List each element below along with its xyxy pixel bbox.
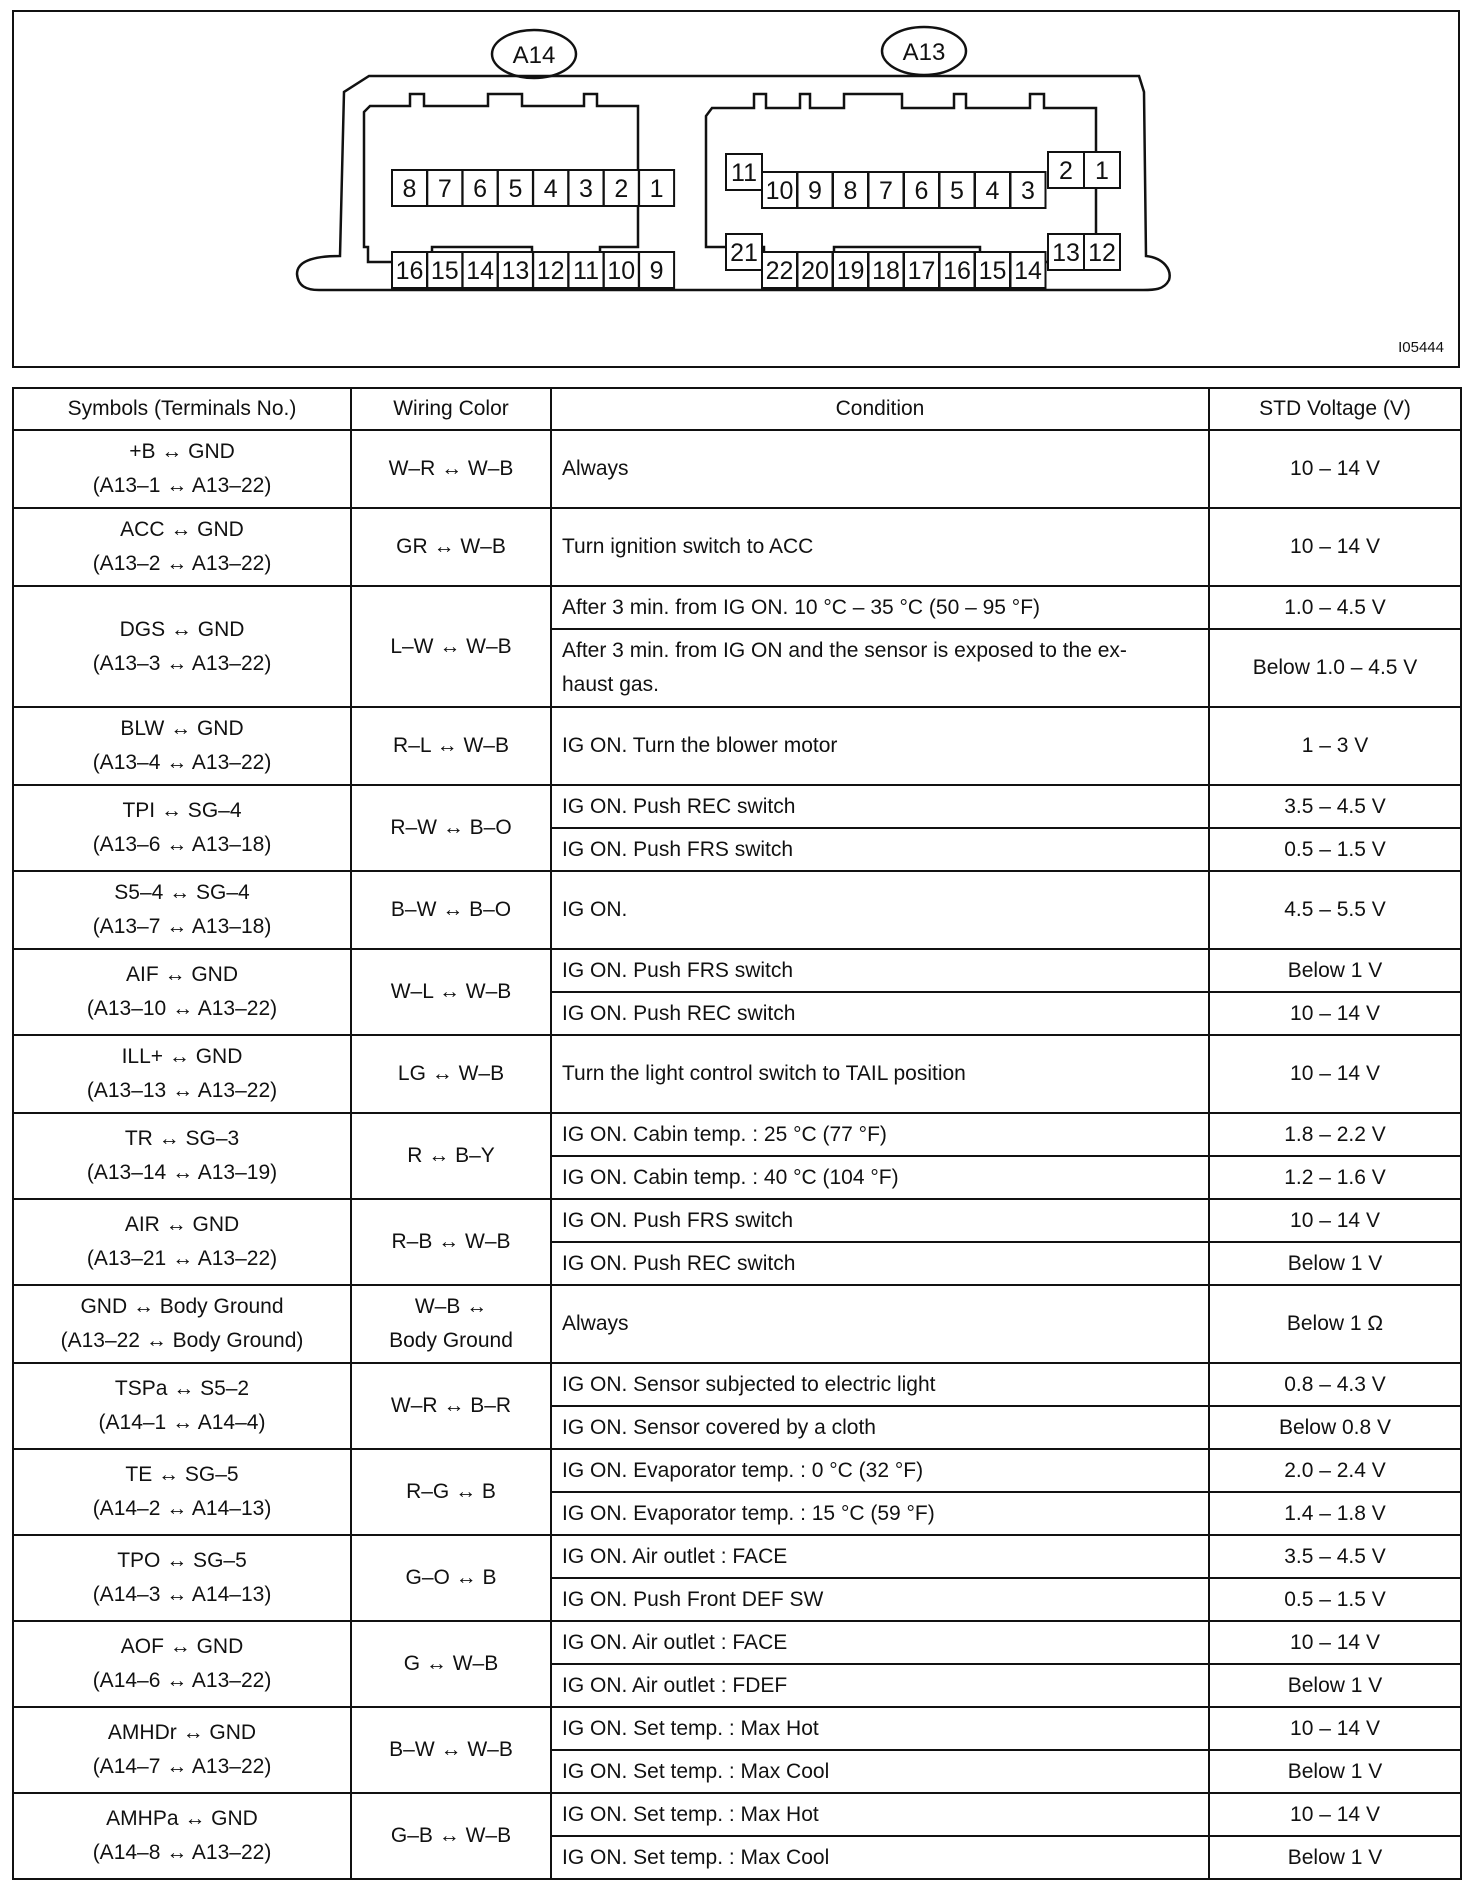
svg-text:12: 12 xyxy=(536,257,565,285)
terminals-text: (A14–6 ↔ A13–22) xyxy=(92,1669,272,1692)
a13-pin xyxy=(726,234,762,270)
symbol-text: BLW ↔ GND xyxy=(120,717,244,740)
svg-text:14: 14 xyxy=(466,257,495,285)
voltage-cell: Below 1.0 – 4.5 V xyxy=(1209,629,1461,707)
symbol-cell xyxy=(13,1113,351,1199)
wiring-color-cell xyxy=(351,1363,551,1449)
svg-text:10: 10 xyxy=(765,177,794,205)
svg-text:10: 10 xyxy=(607,257,636,285)
a14-pin xyxy=(498,170,533,206)
symbol-text: TSPa ↔ S5–2 xyxy=(114,1377,250,1400)
a14-pin xyxy=(639,252,674,288)
symbol-text: TR ↔ SG–3 xyxy=(124,1127,240,1150)
a13-pin xyxy=(904,252,939,288)
wiring-color-text: R ↔ B–Y xyxy=(407,1144,495,1167)
terminals-text: (A14–8 ↔ A13–22) xyxy=(92,1841,272,1864)
symbol-text: ACC ↔ GND xyxy=(120,518,244,541)
svg-text:3: 3 xyxy=(1021,177,1035,205)
condition-text: IG ON. Push Front DEF SW xyxy=(562,1587,824,1611)
wiring-color-text: W–L ↔ W–B xyxy=(390,980,512,1003)
voltage-cell: 10 – 14 V xyxy=(1209,1035,1461,1113)
condition-cell xyxy=(551,871,1209,949)
a13-pin xyxy=(833,252,868,288)
wiring-color-cell xyxy=(351,707,551,785)
table-row xyxy=(13,1035,1461,1113)
a14-pin xyxy=(569,252,604,288)
condition-cell xyxy=(551,1449,1209,1492)
symbol-text: AMHDr ↔ GND xyxy=(107,1721,257,1744)
header-wiring-color: Wiring Color xyxy=(351,388,551,430)
a14-pin xyxy=(392,252,427,288)
table-row xyxy=(13,1199,1461,1242)
symbol-text: ILL+ ↔ GND xyxy=(121,1045,243,1068)
table-row xyxy=(13,430,1461,508)
wiring-color-cell xyxy=(351,508,551,586)
terminals-text: (A13–22 ↔ Body Ground) xyxy=(60,1329,304,1352)
condition-cell xyxy=(551,1406,1209,1449)
condition-text: Turn the light control switch to TAIL position xyxy=(562,1062,966,1085)
symbol-cell xyxy=(13,1707,351,1793)
a14-pin xyxy=(463,170,498,206)
condition-cell xyxy=(551,586,1209,629)
voltage-cell: Below 1 V xyxy=(1209,949,1461,992)
terminal-spec-table xyxy=(12,387,1462,1880)
condition-text: After 3 min. from IG ON. 10 °C – 35 °C (50 – 95 °F) xyxy=(562,595,1041,619)
wiring-color-cell xyxy=(351,430,551,508)
voltage-cell: 10 – 14 V xyxy=(1209,430,1461,508)
a14-pin xyxy=(604,170,639,206)
wiring-color-text: R–W ↔ B–O xyxy=(390,816,512,839)
a13-pin xyxy=(833,172,868,208)
symbol-cell xyxy=(13,1621,351,1707)
voltage-cell: 10 – 14 V xyxy=(1209,992,1461,1035)
table-row xyxy=(13,1535,1461,1578)
a13-pin xyxy=(1048,152,1084,188)
condition-text: IG ON. Air outlet : FACE xyxy=(562,1544,788,1568)
header-symbols: Symbols (Terminals No.) xyxy=(13,388,351,430)
condition-cell xyxy=(551,1199,1209,1242)
terminals-text: (A14–3 ↔ A14–13) xyxy=(92,1583,272,1606)
terminals-text: (A13–6 ↔ A13–18) xyxy=(92,833,272,856)
condition-cell xyxy=(551,1707,1209,1750)
symbol-cell xyxy=(13,871,351,949)
symbol-text: TPI ↔ SG–4 xyxy=(122,799,242,822)
condition-cell xyxy=(551,508,1209,586)
a13-pin xyxy=(798,172,833,208)
a13-pin xyxy=(1011,252,1046,288)
header-condition: Condition xyxy=(551,388,1209,430)
voltage-cell: 10 – 14 V xyxy=(1209,1793,1461,1836)
voltage-cell: Below 1 V xyxy=(1209,1750,1461,1793)
terminals-text: (A13–2 ↔ A13–22) xyxy=(92,552,272,575)
symbol-cell xyxy=(13,949,351,1035)
condition-text: Always xyxy=(562,1312,629,1335)
condition-cell xyxy=(551,1285,1209,1363)
connector-drawing xyxy=(14,12,1458,366)
wiring-color-text: G–B ↔ W–B xyxy=(390,1824,512,1847)
condition-text: IG ON. Sensor subjected to electric light xyxy=(562,1372,936,1396)
a14-pin xyxy=(569,170,604,206)
symbol-text: AOF ↔ GND xyxy=(120,1635,244,1658)
condition-text: IG ON. Set temp. : Max Cool xyxy=(562,1845,830,1869)
wiring-color-cell xyxy=(351,586,551,707)
voltage-cell: 1.2 – 1.6 V xyxy=(1209,1156,1461,1199)
svg-text:17: 17 xyxy=(907,257,936,285)
symbol-text: TE ↔ SG–5 xyxy=(125,1463,239,1486)
wiring-color-text: G ↔ W–B xyxy=(403,1652,499,1675)
condition-text: IG ON. Push REC switch xyxy=(562,794,796,818)
svg-text:7: 7 xyxy=(879,177,893,205)
a14-pin xyxy=(498,252,533,288)
condition-text-line2: haust gas. xyxy=(562,673,659,696)
a13-pin xyxy=(1011,172,1046,208)
symbol-cell xyxy=(13,1449,351,1535)
condition-text: IG ON. xyxy=(562,898,628,921)
wiring-color-cell xyxy=(351,1285,551,1363)
svg-text:11: 11 xyxy=(573,257,599,285)
voltage-cell: 1 – 3 V xyxy=(1209,707,1461,785)
svg-text:18: 18 xyxy=(872,257,900,285)
symbol-cell xyxy=(13,1285,351,1363)
wiring-color-text: R–L ↔ W–B xyxy=(393,734,509,757)
svg-text:14: 14 xyxy=(1014,257,1042,285)
voltage-cell: 2.0 – 2.4 V xyxy=(1209,1449,1461,1492)
condition-cell xyxy=(551,1750,1209,1793)
condition-cell xyxy=(551,1035,1209,1113)
symbol-text: DGS ↔ GND xyxy=(119,617,245,641)
voltage-cell: Below 0.8 V xyxy=(1209,1406,1461,1449)
svg-text:6: 6 xyxy=(473,175,488,203)
svg-text:16: 16 xyxy=(395,257,424,285)
wiring-color-text: R–G ↔ B xyxy=(406,1480,496,1503)
a14-pin xyxy=(427,170,462,206)
condition-text: After 3 min. from IG ON and the sensor is exposed to the ex- xyxy=(562,639,1127,662)
voltage-cell: Below 1 V xyxy=(1209,1836,1461,1879)
symbol-cell xyxy=(13,1363,351,1449)
svg-text:4: 4 xyxy=(543,175,558,203)
svg-text:1: 1 xyxy=(649,175,664,203)
symbol-cell xyxy=(13,430,351,508)
symbol-text: AIR ↔ GND xyxy=(124,1213,240,1236)
wiring-color-text: W–R ↔ B–R xyxy=(390,1394,512,1417)
svg-text:5: 5 xyxy=(950,177,964,205)
voltage-cell: 0.8 – 4.3 V xyxy=(1209,1363,1461,1406)
condition-text: IG ON. Cabin temp. : 25 °C (77 °F) xyxy=(562,1122,887,1146)
condition-text: IG ON. Air outlet : FACE xyxy=(562,1630,788,1654)
wiring-color-text: R–B ↔ W–B xyxy=(391,1230,511,1253)
svg-text:19: 19 xyxy=(836,257,865,285)
symbol-cell xyxy=(13,508,351,586)
condition-text: IG ON. Set temp. : Max Hot xyxy=(562,1802,819,1826)
svg-text:2: 2 xyxy=(1059,157,1073,185)
table-row xyxy=(13,1449,1461,1492)
table-row xyxy=(13,508,1461,586)
header-std-voltage: STD Voltage (V) xyxy=(1209,388,1461,430)
wiring-color-cell xyxy=(351,1707,551,1793)
svg-text:20: 20 xyxy=(801,257,829,285)
wiring-color-cell xyxy=(351,785,551,871)
table-row xyxy=(13,707,1461,785)
terminals-text: (A13–14 ↔ A13–19) xyxy=(86,1161,278,1184)
a14-pin xyxy=(392,170,427,206)
a13-pin xyxy=(904,172,939,208)
condition-text: IG ON. Air outlet : FDEF xyxy=(562,1673,788,1697)
condition-text: IG ON. Push FRS switch xyxy=(562,958,794,982)
svg-text:4: 4 xyxy=(985,177,1000,205)
a14-pin xyxy=(639,170,674,206)
voltage-cell: 0.5 – 1.5 V xyxy=(1209,1578,1461,1621)
condition-text: IG ON. Sensor covered by a cloth xyxy=(562,1415,876,1439)
svg-text:15: 15 xyxy=(978,257,1007,285)
svg-text:15: 15 xyxy=(430,257,459,285)
condition-text: IG ON. Cabin temp. : 40 °C (104 °F) xyxy=(562,1165,899,1189)
condition-text: IG ON. Push FRS switch xyxy=(562,837,794,861)
svg-text:1: 1 xyxy=(1095,157,1109,185)
svg-text:9: 9 xyxy=(649,257,664,285)
wiring-color-text: B–W ↔ W–B xyxy=(389,1738,513,1761)
a13-pin xyxy=(1084,234,1120,270)
svg-text:2: 2 xyxy=(614,175,629,203)
condition-cell xyxy=(551,785,1209,828)
symbol-text: AMHPa ↔ GND xyxy=(106,1807,258,1830)
wiring-color-cell xyxy=(351,1621,551,1707)
condition-cell xyxy=(551,1793,1209,1836)
wiring-color-cell xyxy=(351,1535,551,1621)
svg-text:3: 3 xyxy=(579,175,593,203)
svg-text:22: 22 xyxy=(765,257,794,285)
a13-pin xyxy=(975,172,1010,208)
a14-pin xyxy=(533,170,568,206)
wiring-color-text: GR ↔ W–B xyxy=(396,535,506,558)
terminals-text: (A13–4 ↔ A13–22) xyxy=(92,751,272,774)
a13-label: A13 xyxy=(902,39,946,66)
wiring-color-text: B–W ↔ B–O xyxy=(390,898,512,921)
condition-text: IG ON. Push REC switch xyxy=(562,1251,796,1275)
wiring-color-text: W–B ↔ xyxy=(414,1295,488,1318)
condition-cell xyxy=(551,1363,1209,1406)
voltage-cell: 10 – 14 V xyxy=(1209,1707,1461,1750)
svg-text:6: 6 xyxy=(914,177,929,205)
wiring-color-cell xyxy=(351,1793,551,1879)
terminals-text: (A13–1 ↔ A13–22) xyxy=(92,474,272,497)
condition-text: IG ON. Evaporator temp. : 15 °C (59 °F) xyxy=(562,1501,935,1525)
symbol-text: S5–4 ↔ SG–4 xyxy=(114,881,250,904)
terminals-text: (A13–7 ↔ A13–18) xyxy=(92,915,272,938)
table-header-row xyxy=(13,388,1461,430)
a13-pin xyxy=(1084,152,1120,188)
terminals-text: (A14–2 ↔ A14–13) xyxy=(92,1497,272,1520)
a14-pin xyxy=(533,252,568,288)
svg-text:21: 21 xyxy=(730,239,758,267)
symbol-cell xyxy=(13,1199,351,1285)
condition-text: Always xyxy=(562,457,629,480)
svg-text:7: 7 xyxy=(437,175,452,203)
condition-cell xyxy=(551,1578,1209,1621)
condition-cell xyxy=(551,707,1209,785)
voltage-cell: 0.5 – 1.5 V xyxy=(1209,828,1461,871)
wiring-color-cell xyxy=(351,1449,551,1535)
svg-text:16: 16 xyxy=(943,257,971,285)
a13-pin xyxy=(762,172,797,208)
condition-cell xyxy=(551,1113,1209,1156)
condition-cell xyxy=(551,1836,1209,1879)
svg-text:5: 5 xyxy=(508,175,523,203)
table-row xyxy=(13,1285,1461,1363)
condition-text: IG ON. Evaporator temp. : 0 °C (32 °F) xyxy=(562,1458,924,1482)
terminals-text: (A13–21 ↔ A13–22) xyxy=(86,1247,278,1270)
symbol-text: TPO ↔ SG–5 xyxy=(117,1549,247,1572)
wiring-color-cell xyxy=(351,949,551,1035)
voltage-cell: 1.8 – 2.2 V xyxy=(1209,1113,1461,1156)
table-row xyxy=(13,1793,1461,1836)
condition-cell xyxy=(551,1492,1209,1535)
table-row xyxy=(13,1621,1461,1664)
condition-cell xyxy=(551,828,1209,871)
voltage-cell: 10 – 14 V xyxy=(1209,508,1461,586)
voltage-cell: 1.4 – 1.8 V xyxy=(1209,1492,1461,1535)
voltage-cell: 4.5 – 5.5 V xyxy=(1209,871,1461,949)
symbol-cell xyxy=(13,586,351,707)
condition-text: IG ON. Turn the blower motor xyxy=(562,734,838,757)
condition-text: IG ON. Set temp. : Max Cool xyxy=(562,1759,830,1783)
voltage-cell: 10 – 14 V xyxy=(1209,1199,1461,1242)
terminals-text: (A13–3 ↔ A13–22) xyxy=(92,651,272,675)
symbol-cell xyxy=(13,707,351,785)
wiring-color-cell xyxy=(351,871,551,949)
condition-cell xyxy=(551,1664,1209,1707)
wiring-color-cell xyxy=(351,1035,551,1113)
svg-text:12: 12 xyxy=(1088,239,1116,267)
terminals-text: (A13–13 ↔ A13–22) xyxy=(86,1079,278,1102)
voltage-cell: Below 1 Ω xyxy=(1209,1285,1461,1363)
wiring-color-text: W–R ↔ W–B xyxy=(388,457,514,480)
wiring-color-text: G–O ↔ B xyxy=(405,1566,497,1589)
a14-pin xyxy=(427,252,462,288)
a13-pin xyxy=(798,252,833,288)
table-row xyxy=(13,871,1461,949)
symbol-text: AIF ↔ GND xyxy=(125,963,238,986)
condition-text: Turn ignition switch to ACC xyxy=(562,535,814,558)
a14-label: A14 xyxy=(512,42,556,69)
voltage-cell: 1.0 – 4.5 V xyxy=(1209,586,1461,629)
table-row xyxy=(13,586,1461,629)
a13-pin xyxy=(1048,234,1084,270)
voltage-cell: 10 – 14 V xyxy=(1209,1621,1461,1664)
condition-cell xyxy=(551,992,1209,1035)
symbol-cell xyxy=(13,1035,351,1113)
wiring-color-text: LG ↔ W–B xyxy=(397,1062,505,1085)
a14-pin xyxy=(604,252,639,288)
a13-pin xyxy=(762,252,797,288)
condition-cell xyxy=(551,1242,1209,1285)
condition-cell xyxy=(551,629,1209,707)
table-row xyxy=(13,1707,1461,1750)
symbol-cell xyxy=(13,1793,351,1879)
symbol-cell xyxy=(13,785,351,871)
terminals-text: (A14–1 ↔ A14–4) xyxy=(98,1411,266,1434)
svg-text:13: 13 xyxy=(501,257,530,285)
a13-pin xyxy=(940,172,975,208)
svg-text:11: 11 xyxy=(731,159,757,187)
condition-text: IG ON. Push FRS switch xyxy=(562,1208,794,1232)
figure-id: I05444 xyxy=(1398,339,1444,356)
voltage-cell: 3.5 – 4.5 V xyxy=(1209,785,1461,828)
voltage-cell: Below 1 V xyxy=(1209,1242,1461,1285)
symbol-text: +B ↔ GND xyxy=(129,440,235,463)
a13-pin xyxy=(869,252,904,288)
a14-pin xyxy=(463,252,498,288)
symbol-cell xyxy=(13,1535,351,1621)
terminals-text: (A13–10 ↔ A13–22) xyxy=(86,997,278,1020)
voltage-cell: Below 1 V xyxy=(1209,1664,1461,1707)
table-row xyxy=(13,949,1461,992)
table-row xyxy=(13,1113,1461,1156)
table-row xyxy=(13,1363,1461,1406)
condition-cell xyxy=(551,1156,1209,1199)
connector-diagram xyxy=(12,10,1460,368)
condition-cell xyxy=(551,949,1209,992)
a13-pin xyxy=(940,252,975,288)
table-row xyxy=(13,785,1461,828)
symbol-text: GND ↔ Body Ground xyxy=(80,1295,284,1318)
condition-cell xyxy=(551,430,1209,508)
svg-text:8: 8 xyxy=(402,175,417,203)
a13-pin xyxy=(726,154,762,190)
wiring-color-text-line2: Body Ground xyxy=(389,1329,513,1352)
wiring-color-cell xyxy=(351,1113,551,1199)
a13-pin xyxy=(869,172,904,208)
a13-pin xyxy=(975,252,1010,288)
condition-cell xyxy=(551,1621,1209,1664)
wiring-color-text: L–W ↔ W–B xyxy=(390,634,512,658)
condition-cell xyxy=(551,1535,1209,1578)
condition-text: IG ON. Set temp. : Max Hot xyxy=(562,1716,819,1740)
svg-text:9: 9 xyxy=(808,177,822,205)
condition-text: IG ON. Push REC switch xyxy=(562,1001,796,1025)
svg-text:8: 8 xyxy=(843,177,858,205)
wiring-color-cell xyxy=(351,1199,551,1285)
svg-text:13: 13 xyxy=(1052,239,1080,267)
terminals-text: (A14–7 ↔ A13–22) xyxy=(92,1755,272,1778)
voltage-cell: 3.5 – 4.5 V xyxy=(1209,1535,1461,1578)
